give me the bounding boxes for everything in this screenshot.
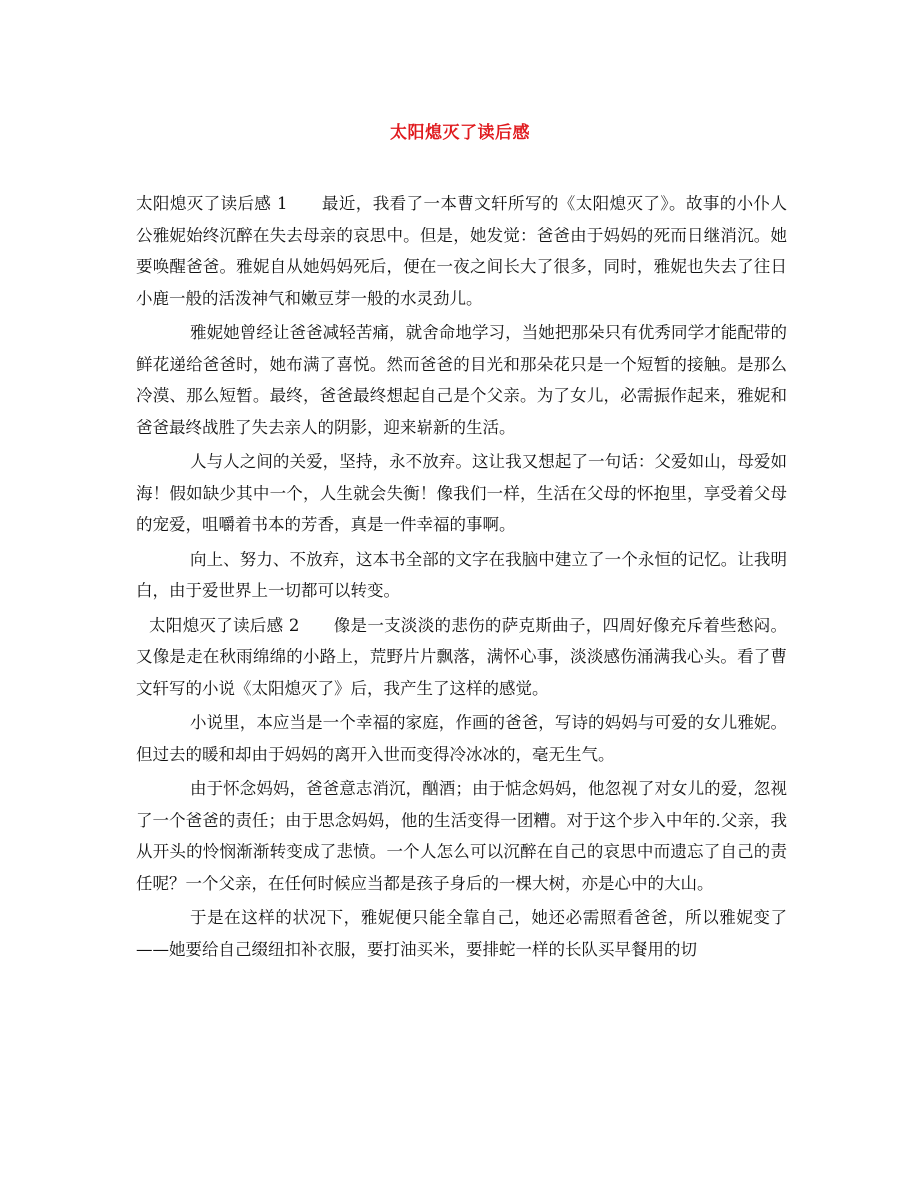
section1-intro-paragraph <box>136 188 787 314</box>
document-body <box>136 188 787 968</box>
section2-heading: 太阳熄灭了读后感 2 <box>149 615 300 635</box>
section1-paragraph-3: 人与人之间的关爱，坚持，永不放弃。这让我又想起了一句话：父爱如山，母爱如海！假如缺少其中一个，人生就会失衡！像我们一样，生活在父母的怀抱里，享受着父母的宠爱，咀嚼着书本的芳香，真是一件幸福的事啊。 <box>136 452 787 534</box>
section1-heading: 太阳熄灭了读后感 1 <box>136 194 288 213</box>
section2-intro-paragraph <box>136 610 787 705</box>
section1-paragraph-2: 雅妮她曾经让爸爸减轻苦痛，就舍命地学习，当她把那朵只有优秀同学才能配带的鲜花递给爸爸时，她布满了喜悦。然而爸爸的目光和那朵花只是一个短暂的接触。是那么冷漠、那么短暂。最终，爸爸最终想起自己是个父亲。为了女儿，必需振作起来，雅妮和爸爸最终战胜了失去亲人的阴影，迎来崭新的生活。 <box>136 323 787 437</box>
document-title: 太阳熄灭了读后感 <box>390 123 530 143</box>
section1-paragraph-1: 最近，我看了一本曹文轩所写的《太阳熄灭了》。故事的小仆人公雅妮始终沉醉在失去母亲的哀思中。但是，她发觉：爸爸由于妈妈的死而日继消沉。她要唤醒爸爸。雅妮自从她妈妈死后，便在一夜之间长大了很多，同时，雅妮也失去了往日小鹿一般的活泼神气和嫩豆芽一般的水灵劲儿。 <box>136 194 787 308</box>
section2-paragraph-3: 由于怀念妈妈，爸爸意志消沉，酗酒；由于惦念妈妈，他忽视了对女儿的爱，忽视了一个爸爸的责任；由于思念妈妈，他的生活变得一团糟。对于这个步入中年的.父亲，我从开头的怜悯渐渐转变成了悲愤。一个人怎么可以沉醉在自己的哀思中而遗忘了自己的责任呢？一个父亲，在任何时候应当都是孩子身后的一棵大树，亦是心中的大山。 <box>136 779 787 893</box>
section2-paragraph-1: 像是一支淡淡的悲伤的萨克斯曲子，四周好像充斥着些愁闷。又像是走在秋雨绵绵的小路上，荒野片片飘落，满怀心事，淡淡感伤涌满我心头。看了曹文轩写的小说《太阳熄灭了》后，我产生了这样的感觉。 <box>136 615 788 698</box>
section1-paragraph-4: 向上、努力、不放弃，这本书全部的文字在我脑中建立了一个永恒的记忆。让我明白，由于爱世界上一切都可以转变。 <box>136 549 787 600</box>
section2-paragraph-2: 小说里，本应当是一个幸福的家庭，作画的爸爸，写诗的妈妈与可爱的女儿雅妮。但过去的暖和却由于妈妈的离开入世而变得冷冰冰的，毫无生气。 <box>136 713 787 764</box>
section2-paragraph-4: 于是在这样的状况下，雅妮便只能全靠自己，她还必需照看爸爸，所以雅妮变了——她要给自己缀纽扣补衣服，要打油买米，要排蛇一样的长队买早餐用的切 <box>136 908 787 959</box>
